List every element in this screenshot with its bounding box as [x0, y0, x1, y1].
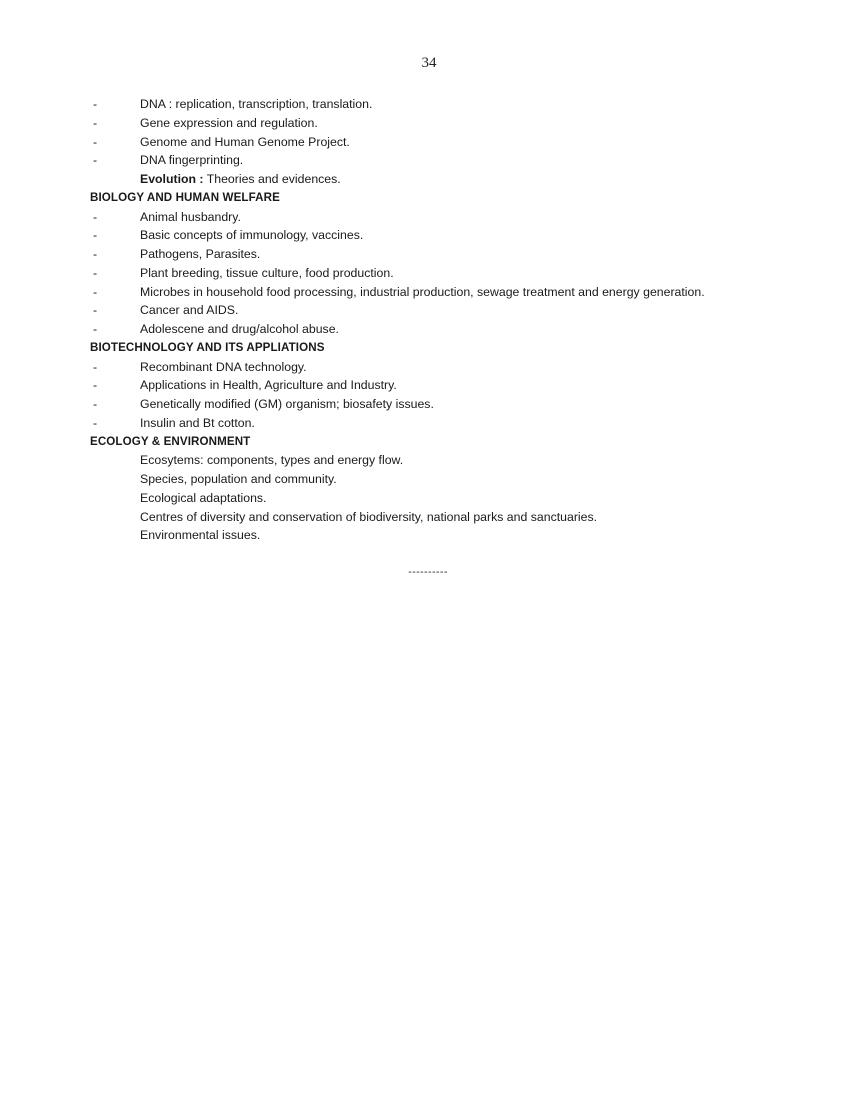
list-item-text: Recombinant DNA technology.: [140, 359, 307, 374]
bullet-dash: -: [93, 284, 98, 299]
list-item: [90, 358, 790, 377]
list-item-text: Animal husbandry.: [140, 209, 241, 224]
list-item: [90, 414, 790, 433]
list-item: [90, 151, 790, 170]
bullet-dash: -: [93, 134, 98, 149]
bullet-dash: -: [93, 97, 98, 111]
evolution-text: Theories and evidences.: [203, 172, 341, 186]
list-item: [90, 376, 790, 395]
syllabus-content: [90, 95, 790, 545]
bullet-dash: -: [93, 322, 98, 336]
list-item-text: Insulin and Bt cotton.: [140, 415, 255, 430]
list-item-text: Species, population and community.: [140, 472, 337, 486]
end-rule: ----------: [408, 566, 448, 578]
bullet-dash: -: [93, 397, 98, 411]
list-item-text: Basic concepts of immunology, vaccines.: [140, 228, 364, 243]
list-item-text: Cancer and AIDS.: [140, 303, 239, 318]
bullet-dash: -: [93, 378, 98, 393]
bullet-dash: -: [93, 153, 98, 168]
list-item-text: Gene expression and regulation.: [140, 115, 318, 130]
list-item-text: Ecological adaptations.: [140, 490, 267, 505]
section-heading: ECOLOGY & ENVIRONMENT: [90, 434, 251, 448]
section-heading: BIOTECHNOLOGY AND ITS APPLIATIONS: [90, 340, 325, 354]
list-item-text: Adolescene and drug/alcohol abuse.: [140, 322, 339, 336]
list-item: [90, 264, 790, 283]
list-item: [90, 245, 790, 264]
evolution-line: [90, 170, 790, 189]
list-item-text: Plant breeding, tissue culture, food production.: [140, 265, 394, 280]
bullet-dash: -: [93, 265, 98, 280]
list-item: [90, 133, 790, 152]
list-item: [90, 320, 790, 339]
list-item: [90, 95, 790, 114]
bullet-dash: -: [93, 115, 98, 130]
list-item: [90, 301, 790, 320]
list-item-text: DNA fingerprinting.: [140, 153, 244, 168]
list-item: [90, 526, 790, 545]
list-item: [90, 114, 790, 133]
bullet-dash: -: [93, 359, 98, 374]
list-item: [90, 489, 790, 508]
bullet-dash: -: [93, 209, 98, 224]
list-item: [90, 283, 790, 302]
list-item: [90, 470, 790, 489]
list-item: [90, 508, 790, 527]
evolution-label: Evolution :: [140, 172, 204, 186]
list-item-text: Pathogens, Parasites.: [140, 247, 261, 261]
list-item: [90, 226, 790, 245]
list-item: [90, 208, 790, 227]
list-item-text: Applications in Health, Agriculture and Industry.: [140, 378, 397, 393]
list-item-text: Centres of diversity and conservation of biodiversity, national parks and sanctuaries.: [140, 509, 598, 524]
list-item: [90, 395, 790, 414]
list-item-text: Genome and Human Genome Project.: [140, 134, 350, 149]
list-item-text: Microbes in household food processing, industrial production, sewage treatment and energy generation.: [140, 284, 705, 299]
bullet-dash: -: [93, 228, 98, 243]
list-item-text: Genetically modified (GM) organism; biosafety issues.: [140, 397, 434, 411]
section-heading: BIOLOGY AND HUMAN WELFARE: [90, 190, 280, 204]
bullet-dash: -: [93, 415, 98, 430]
bullet-dash: -: [93, 247, 98, 261]
list-item: [90, 451, 790, 470]
list-item-text: Ecosytems: components, types and energy flow.: [140, 453, 404, 468]
list-item-text: Environmental issues.: [140, 528, 261, 543]
page-number: 34: [421, 55, 437, 71]
list-item-text: DNA : replication, transcription, translation.: [140, 97, 373, 111]
bullet-dash: -: [93, 303, 98, 318]
